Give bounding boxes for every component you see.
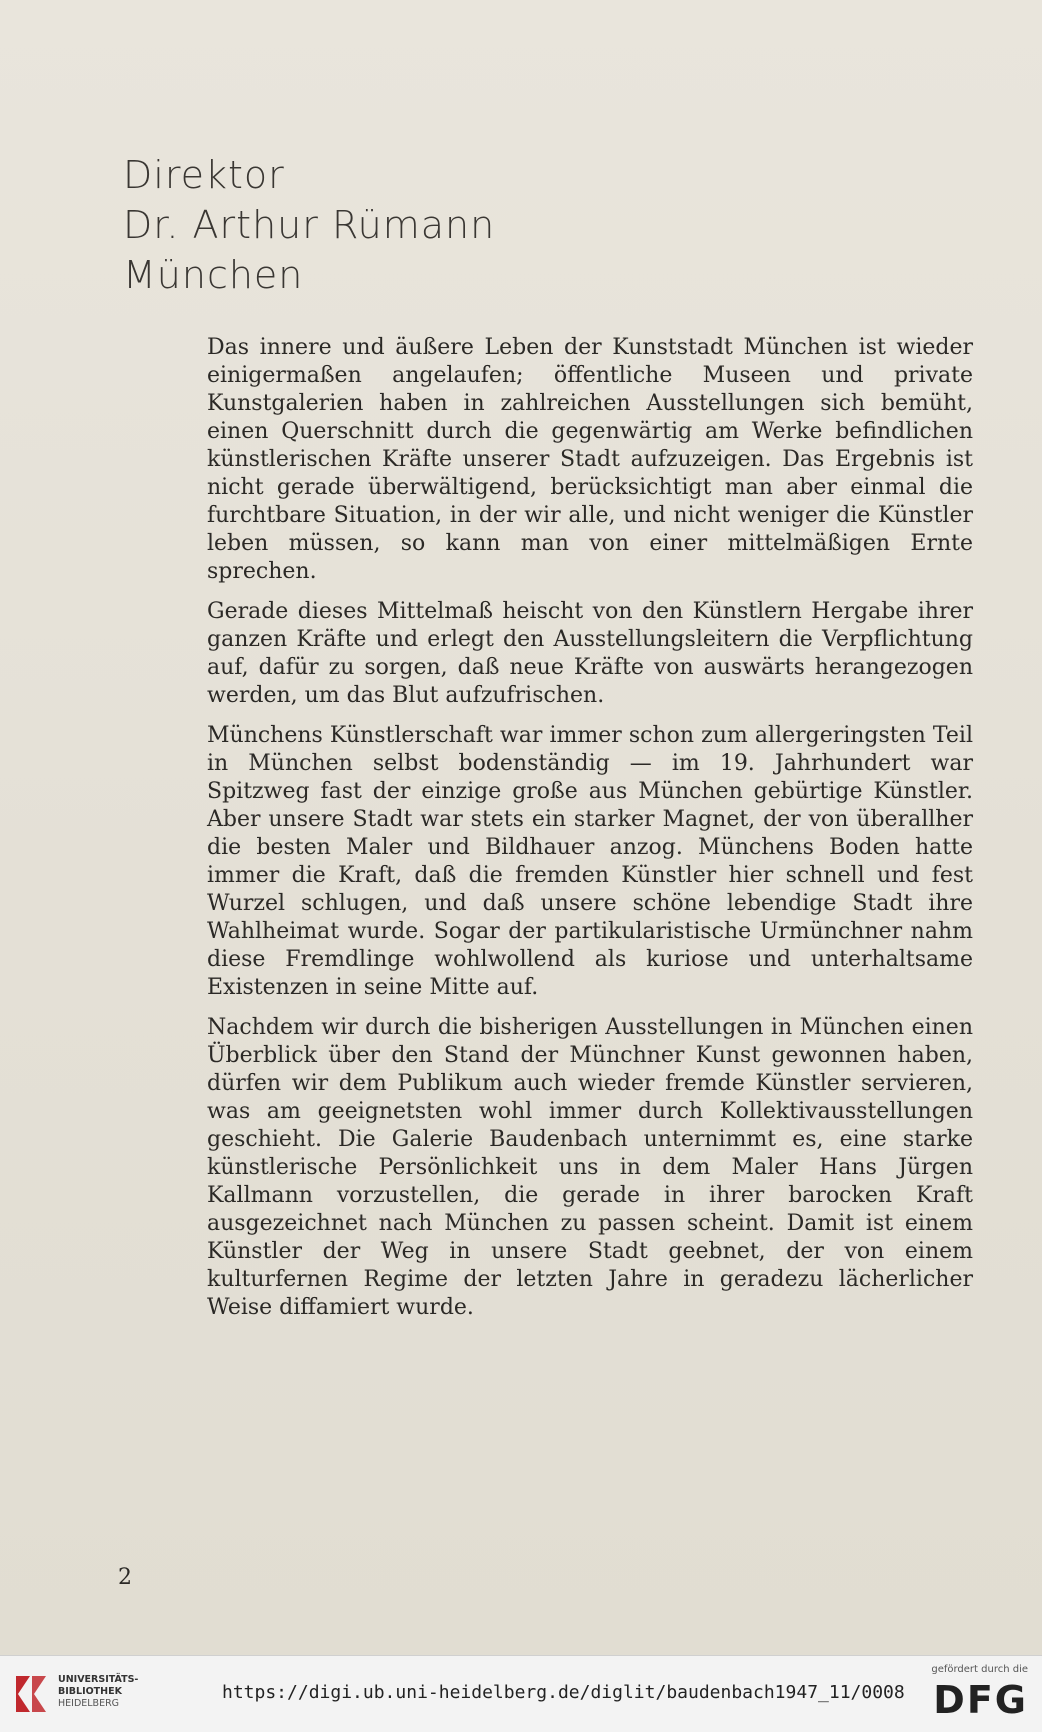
heading-city-line: München (123, 253, 304, 297)
heading-title-line: Direktor (123, 153, 285, 197)
paragraph-2: Gerade dieses Mittelmaß heischt von den Künstlern Hergabe ihrer ganzen Kräfte und erlegt den Ausstellungsleitern die Verpflichtung auf, dafür zu sorgen, daß neue Kräfte von auswärts herangezogen werden, um das Blut aufzufrischen. (207, 599, 973, 708)
paragraph-3: Münchens Künstlerschaft war immer schon zum allergeringsten Teil in München selbst bodenständig — im 19. Jahrhundert war Spitzweg fast der einzige große aus München gebürtige Künstler. Aber unsere Stadt war stets ein starker Magnet, der von überallher die besten Maler und Bildhauer anzog. Münchens Boden hatte immer die Kraft, daß die fremden Künstler hier schnell und fest Wurzel schlugen, und daß unsere schöne lebendige Stadt ihre Wahlheimat wurde. Sogar der partikularistische Urmünchner nahm diese Fremdlinge wohlwollend als kuriose und unterhaltsame Existenzen in seine Mitte auf. (207, 723, 973, 1000)
paragraph-1: Das innere und äußere Leben der Kunststadt München ist wieder einigermaßen angelaufen; öffentliche Museen und private Kunstgalerien haben in zahlreichen Ausstellungen sich bemüht, einen Querschnitt durch die gegenwärtig am Werke befindlichen künstlerischen Kräfte unserer Stadt aufzuzeigen. Das Ergebnis ist nicht gerade überwältigend, berücksichtigt man aber einmal die furchtbare Situation, in der wir alle, und nicht weniger die Künstler leben müssen, so kann man von einer mittelmäßigen Ernte sprechen. (207, 335, 973, 584)
dfg-logo[interactable]: DFG (933, 1678, 1028, 1722)
permalink-url[interactable]: https://digi.ub.uni-heidelberg.de/diglit/baudenbach1947_11/0008 (222, 1682, 905, 1703)
page-number: 2 (118, 1565, 132, 1590)
author-heading (123, 150, 495, 300)
university-library-logo[interactable] (10, 1670, 54, 1718)
library-name-line-1: UNIVERSITÄTS- (58, 1674, 139, 1685)
paragraph-4: Nachdem wir durch die bisherigen Ausstellungen in München einen Überblick über den Stand der Münchner Kunst gewonnen haben, dürfen wir dem Publikum auch wieder fremde Künstler servieren, was am geeignetsten wohl immer durch Kollektivausstellungen geschieht. Die Galerie Baudenbach unternimmt es, eine starke künstlerische Persönlichkeit uns in dem Maler Hans Jürgen Kallmann vorzustellen, die gerade in ihrer barocken Kraft ausgezeichnet nach München zu passen scheint. Damit ist einem Künstler der Weg in unsere Stadt geebnet, der von einem kulturfernen Regime der letzten Jahre in geradezu lächerlicher Weise diffamiert wurde. (207, 1015, 973, 1320)
heading-name-line: Dr. Arthur Rümann (123, 203, 496, 247)
viewer-footer (0, 1655, 1042, 1732)
library-name-line-2: BIBLIOTHEK (58, 1686, 122, 1697)
university-library-name (58, 1674, 138, 1710)
funding-caption: gefördert durch die (931, 1664, 1028, 1675)
article-body (207, 334, 973, 1334)
library-name-line-3: HEIDELBERG (58, 1698, 120, 1709)
